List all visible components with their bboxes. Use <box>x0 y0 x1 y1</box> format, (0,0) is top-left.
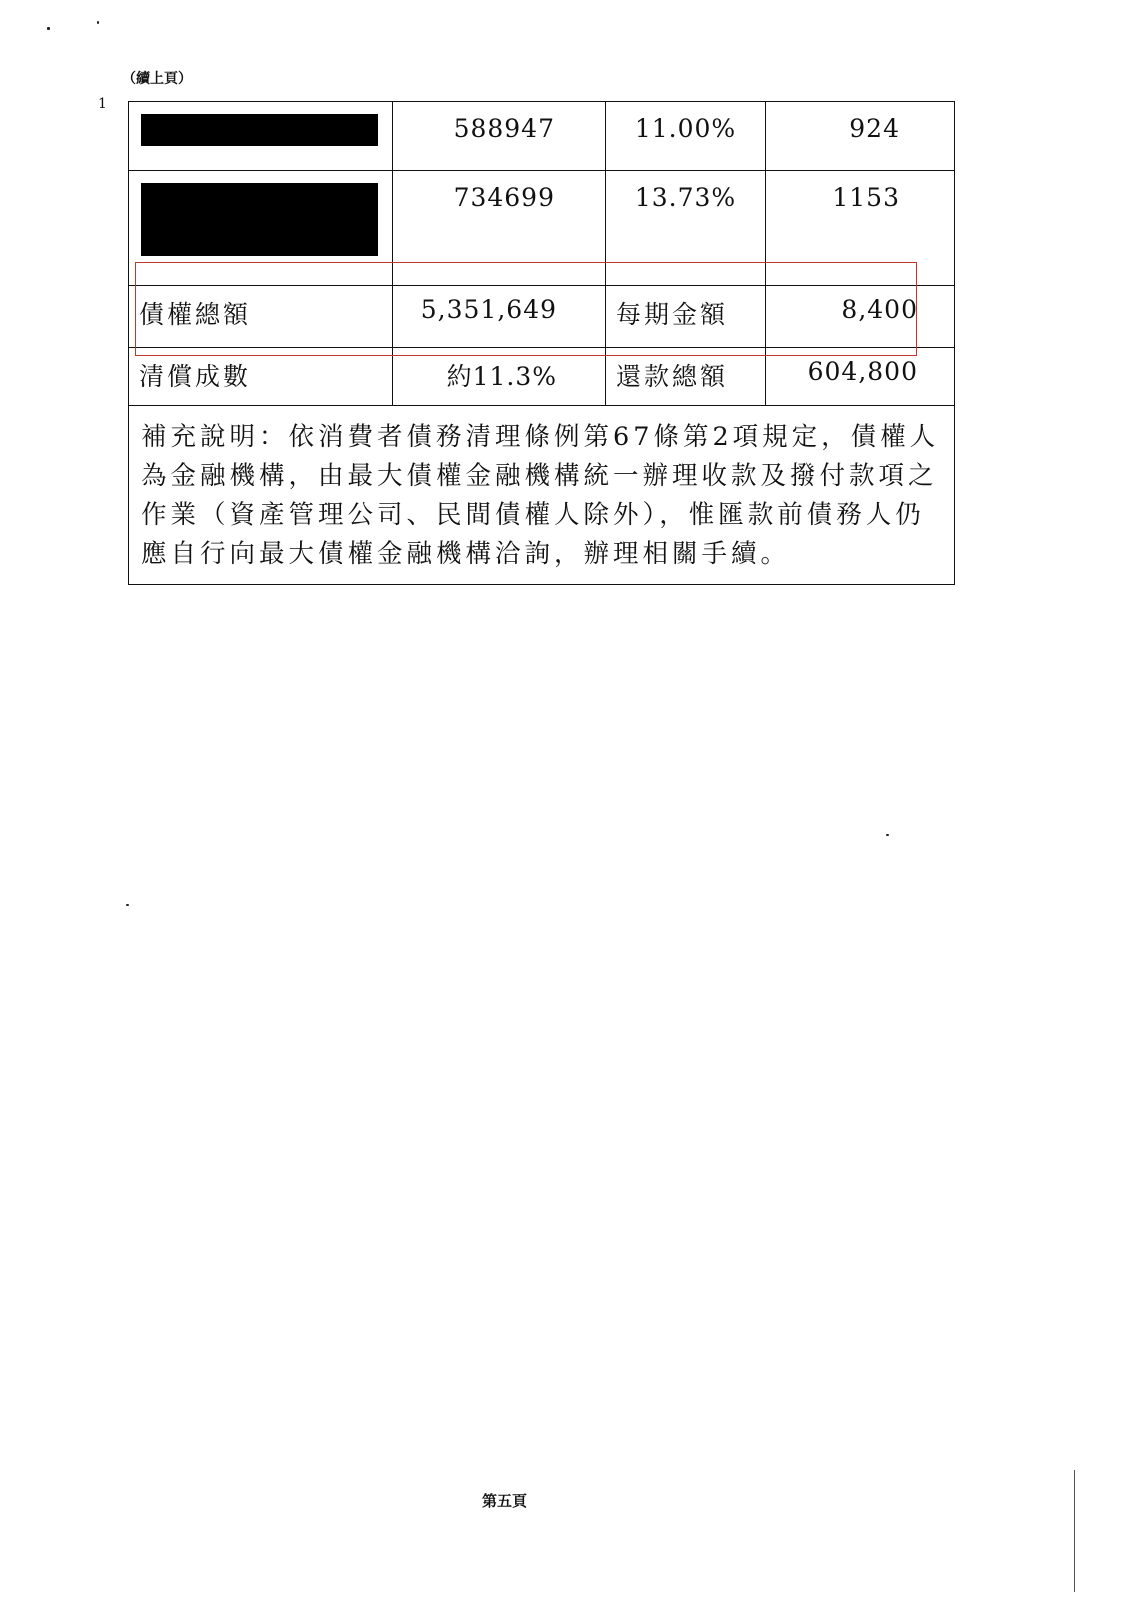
redaction-block <box>141 114 378 146</box>
scan-speck <box>886 834 889 836</box>
period-amount-value: 8,400 <box>766 286 955 348</box>
payment-amount-cell: 1153 <box>766 171 955 286</box>
period-amount-label: 每期金額 <box>606 286 766 348</box>
summary-row <box>129 286 955 348</box>
table-row <box>129 102 955 171</box>
scan-speck <box>47 27 50 30</box>
continued-from-previous-page-label: （續上頁） <box>122 71 192 87</box>
creditor-name-cell <box>129 102 393 171</box>
total-repayment-value: 604,800 <box>766 348 955 406</box>
claim-ratio-cell: 13.73% <box>606 171 766 286</box>
payment-amount-cell: 924 <box>766 102 955 171</box>
supplementary-note: 補充說明：依消費者債務清理條例第67條第2項規定，債權人為金融機構，由最大債權金融機構統一辦理收款及撥付款項之作業（資產管理公司、民間債權人除外），惟匯款前債務人仍應自行向最大債權金融機構洽詢，辦理相關手續。 <box>129 406 955 585</box>
scan-edge-line <box>1074 1470 1075 1592</box>
summary-row <box>129 348 955 406</box>
total-claims-label: 債權總額 <box>129 286 393 348</box>
line-number: 1 <box>98 96 107 112</box>
total-repayment-label: 還款總額 <box>606 348 766 406</box>
repayment-ratio-label: 清償成數 <box>129 348 393 406</box>
repayment-ratio-value: 約11.3% <box>393 348 606 406</box>
claim-ratio-cell: 11.00% <box>606 102 766 171</box>
scan-speck <box>126 904 129 906</box>
claim-amount-cell: 734699 <box>393 171 606 286</box>
total-claims-value: 5,351,649 <box>393 286 606 348</box>
creditor-table <box>128 101 955 585</box>
page-number: 第五頁 <box>482 1492 528 1510</box>
scan-speck <box>97 21 99 24</box>
creditor-name-cell <box>129 171 393 286</box>
redaction-block <box>141 183 378 256</box>
table-row <box>129 171 955 286</box>
note-row <box>129 406 955 585</box>
claim-amount-cell: 588947 <box>393 102 606 171</box>
